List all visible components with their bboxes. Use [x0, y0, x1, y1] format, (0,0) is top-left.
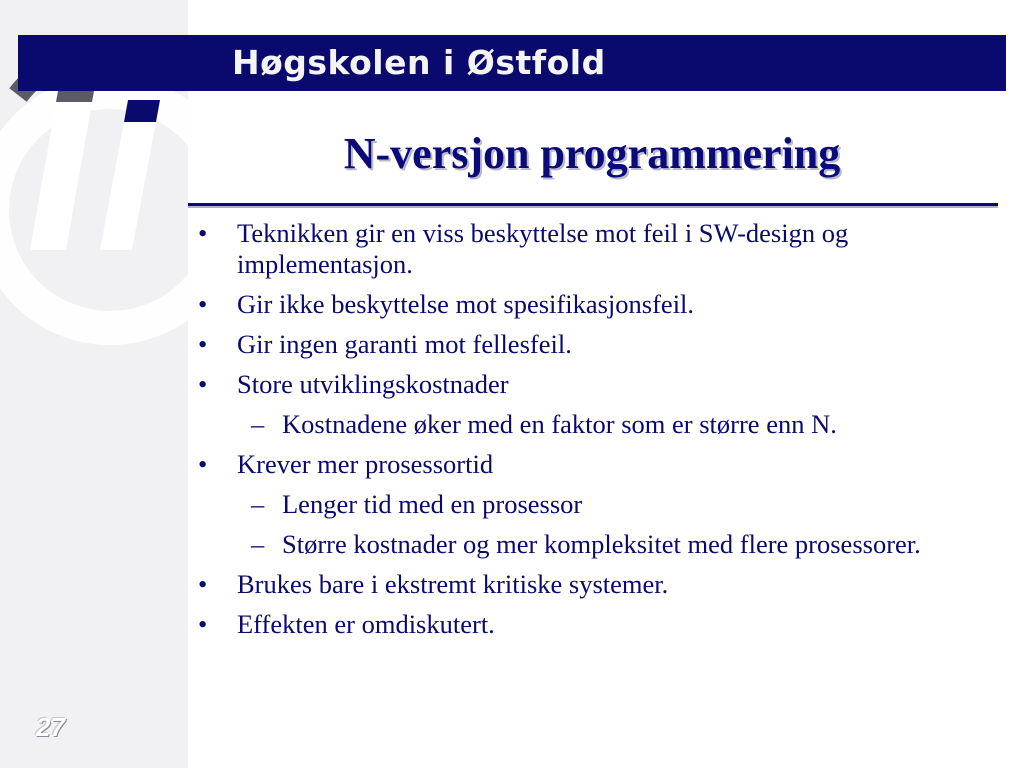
bullet-marker: •	[198, 329, 208, 359]
bullet-text: Gir ingen garanti mot fellesfeil.	[237, 329, 572, 359]
bullet-item	[188, 449, 1008, 480]
bullet-marker: •	[198, 218, 208, 248]
bullet-text: Lenger tid med en prosessor	[282, 489, 583, 519]
sub-bullet-item	[188, 529, 1008, 560]
sub-bullet-item	[188, 409, 1008, 440]
bullet-text: Teknikken gir en viss beskyttelse mot feil i SW-design og implementasjon.	[237, 218, 849, 279]
bullet-text: Kostnadene øker med en faktor som er større enn N.	[282, 409, 837, 439]
bullet-item	[188, 569, 1008, 600]
slide-title: N-versjon programmering	[343, 129, 841, 178]
bullet-marker: •	[198, 449, 208, 479]
bullet-item	[188, 609, 1008, 640]
bullet-list	[188, 218, 1008, 649]
bullet-text: Gir ikke beskyttelse mot spesifikasjonsfeil.	[237, 289, 695, 319]
sub-bullet-item	[188, 489, 1008, 520]
bullet-text: Store utviklingskostnader	[237, 369, 509, 399]
dash-marker: –	[251, 409, 265, 439]
institution-name: Høgskolen i Østfold	[232, 43, 606, 82]
bullet-text: Krever mer prosessortid	[237, 449, 494, 479]
bullet-item	[188, 369, 1008, 400]
title-divider	[188, 203, 998, 206]
dash-marker: –	[251, 529, 265, 559]
bullet-item	[188, 289, 1008, 320]
bullet-text: Større kostnader og mer kompleksitet med flere prosessorer.	[282, 529, 921, 559]
dash-marker: –	[251, 489, 265, 519]
bullet-text: Effekten er omdiskutert.	[237, 609, 495, 639]
bullet-item	[188, 329, 1008, 360]
bullet-marker: •	[198, 289, 208, 319]
bullet-item	[188, 218, 1008, 280]
bullet-marker: •	[198, 569, 208, 599]
bullet-marker: •	[198, 609, 208, 639]
bullet-marker: •	[198, 369, 208, 399]
page-number: 27	[36, 712, 65, 742]
bullet-text: Brukes bare i ekstremt kritiske systemer.	[237, 569, 669, 599]
